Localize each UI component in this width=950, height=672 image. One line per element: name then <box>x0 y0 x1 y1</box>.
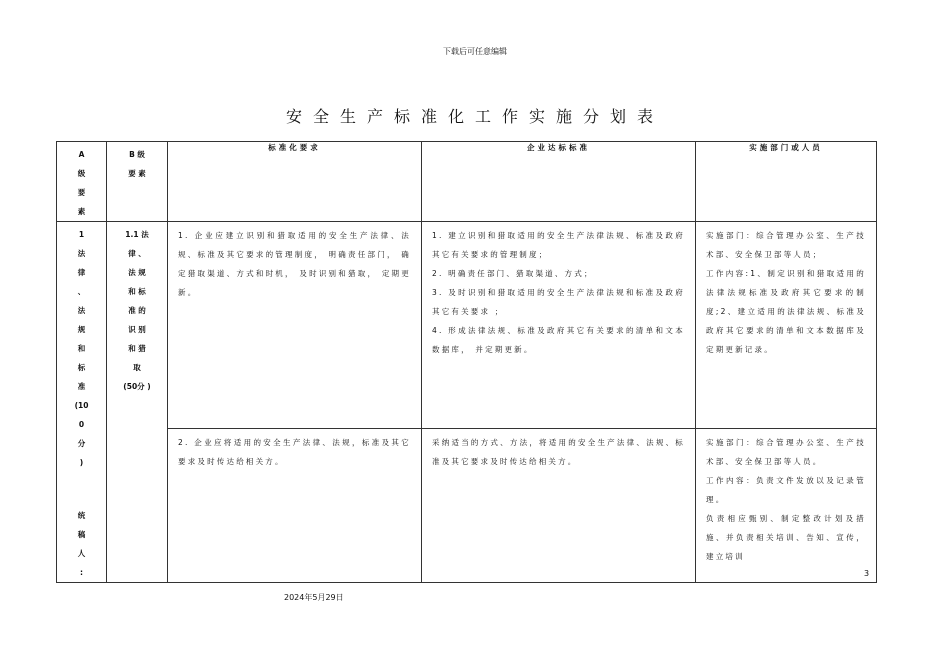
stacked-char: 法 <box>77 249 86 258</box>
table-row <box>57 428 877 582</box>
stacked-char: 和 <box>77 344 86 353</box>
stacked-char: 人 <box>77 549 86 558</box>
paragraph: 工作内容：负责文件发放以及记录管理。 <box>706 475 866 504</box>
stacked-char: 、 <box>77 287 86 296</box>
stacked-char: 1.1 法 <box>125 230 149 239</box>
paragraph: 工作内容:1、制定识别和猎取适用的法律法规标准及政府其它要求的制度;2、建立适用的法律法规、标准及政府其它要求的清单和文本数据库及定期更新记录。 <box>706 269 866 354</box>
stacked-char: 要 <box>77 188 86 197</box>
header-standard: 企业达标标准 <box>422 142 696 222</box>
paragraph: 4. 形成法律法规、标准及政府其它有关要求的清单和文本数据库， 并定期更新。 <box>432 326 685 354</box>
paragraph: 实施部门：综合管理办公室、生产技术部、安全保卫部等人员。 <box>706 437 866 466</box>
b-element-cell <box>107 222 168 583</box>
header-a-level <box>57 142 107 222</box>
paragraph: 2. 明确责任部门、猎取渠道、方式； <box>432 269 594 278</box>
stacked-char: 规 <box>77 325 86 334</box>
stacked-char: 取 <box>133 363 141 372</box>
stacked-char: 0 <box>78 420 85 429</box>
requirement-cell <box>168 428 422 582</box>
stacked-char: 法 <box>77 306 86 315</box>
stacked-char: 1 <box>78 230 85 239</box>
page-number: 3 <box>864 569 870 578</box>
stacked-char: ) <box>79 458 84 467</box>
header-department: 实施部门或人员 <box>696 142 877 222</box>
paragraph: 负责相应甄别、制定整改计划及措施、并负责相关培训、告知、宣传，建立培训 <box>706 513 866 561</box>
stacked-char: 标 <box>77 363 86 372</box>
stacked-char: 级 <box>77 169 86 178</box>
table-row <box>57 222 877 429</box>
paragraph: 采纳适当的方式、方法，将适用的安全生产法律、法规、标准及其它要求及时传达给相关方。 <box>432 437 685 466</box>
stacked-char: 律 、 <box>128 249 146 258</box>
stacked-char: 素 <box>77 207 86 216</box>
stacked-char: 律 <box>77 268 86 277</box>
stacked-char: 统 <box>77 511 86 520</box>
stacked-char: 要 素 <box>128 169 146 178</box>
page-title: 安全生产标准化工作实施分划表 <box>285 107 664 126</box>
requirement-cell <box>168 222 422 429</box>
paragraph: 1. 企业应建立识别和猎取适用的安全生产法律、法规、标准及其它要求的管理制度， 明确责任部门， 确定猎取渠道、方式和时机， 及时识别和猎取， 定期更新。 <box>178 231 411 297</box>
stacked-char: 和 猎 <box>128 344 146 353</box>
department-cell <box>696 222 877 429</box>
a-element-cell <box>57 222 107 583</box>
stacked-char: 和 标 <box>128 287 146 296</box>
stacked-char: B 级 <box>129 150 145 159</box>
paragraph: 实施部门：综合管理办公室、生产技术部、安全保卫部等人员； <box>706 231 866 259</box>
stacked-char: (10 <box>74 401 89 410</box>
stacked-char: 分 <box>77 439 86 448</box>
paragraph: 3. 及时识别和猎取适用的安全生产法律法规和标准及政府其它有关要求 ； <box>432 288 685 316</box>
header-note: 下载后可任意编辑 <box>443 47 507 56</box>
stacked-char: 识 别 <box>128 325 146 334</box>
stacked-char: A <box>78 150 85 159</box>
plan-table <box>56 141 877 583</box>
table-header-row <box>57 142 877 222</box>
stacked-char: (50分 ) <box>123 382 151 391</box>
standard-cell <box>422 428 696 582</box>
stacked-char: 准 <box>77 382 86 391</box>
stacked-char: 稿 <box>77 530 86 539</box>
paragraph: 1. 建立识别和猎取适用的安全生产法律法规、标准及政府其它有关要求的管理制度； <box>432 231 685 259</box>
stacked-char: 法 规 <box>128 268 146 277</box>
stacked-char: : <box>80 568 83 577</box>
document-date: 2024年5月29日 <box>284 593 344 602</box>
header-b-level <box>107 142 168 222</box>
standard-cell <box>422 222 696 429</box>
paragraph: 2. 企业应将适用的安全生产法律、法规，标准及其它要求及时传达给相关方。 <box>178 437 411 466</box>
department-cell <box>696 428 877 582</box>
stacked-char: 准 的 <box>128 306 146 315</box>
header-requirement: 标准化要求 <box>168 142 422 222</box>
